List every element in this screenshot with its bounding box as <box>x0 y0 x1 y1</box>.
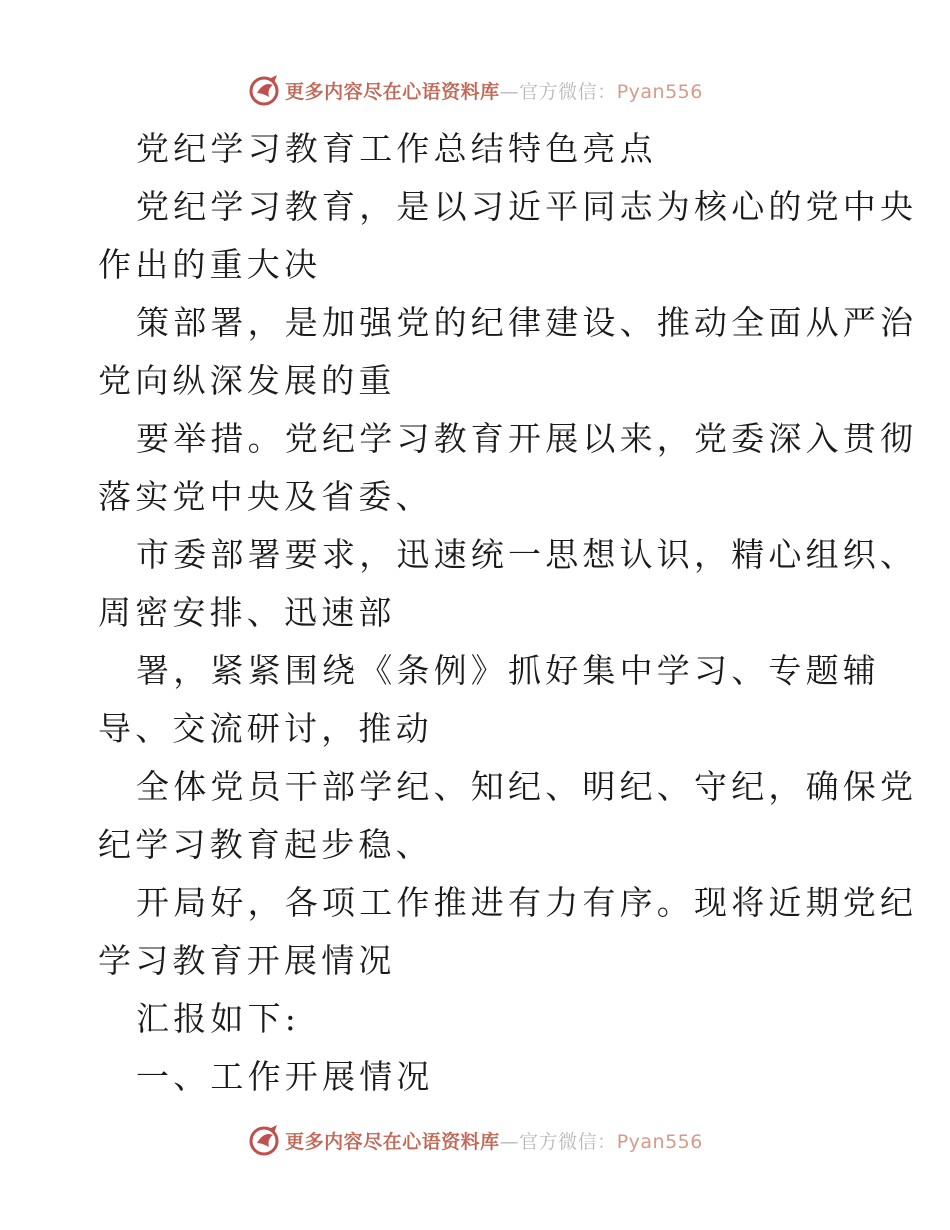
text-line: 策部署，是加强党的纪律建设、推动全面从严治 <box>136 303 918 342</box>
document-body <box>98 120 918 1106</box>
text-line: 党向纵深发展的重 <box>98 361 396 400</box>
header-watermark-banner <box>0 70 950 110</box>
text-line: 学习教育开展情况 <box>98 941 396 980</box>
text-line: 党纪学习教育，是以习近平同志为核心的党中央 <box>136 187 918 226</box>
banner-wechat-id: Pyan556 <box>616 80 703 103</box>
banner-brand: 更多内容尽在心语资料库 <box>285 80 500 103</box>
banner-text <box>285 1127 703 1154</box>
text-line: 纪学习教育起步稳、 <box>98 825 433 864</box>
text-line: 汇报如下: <box>136 999 301 1038</box>
text-line: 周密安排、迅速部 <box>98 593 396 632</box>
banner-separator: — <box>499 1130 520 1153</box>
text-line: 作出的重大决 <box>98 245 322 284</box>
banner-separator: — <box>499 80 520 103</box>
banner-note: 官方微信： <box>519 1130 617 1153</box>
text-line: 全体党员干部学纪、知纪、明纪、守纪，确保党 <box>136 767 918 806</box>
text-line: 导、交流研讨，推动 <box>98 709 433 748</box>
banner-wechat-id: Pyan556 <box>616 1130 703 1153</box>
banner-note: 官方微信： <box>519 80 617 103</box>
document-title: 党纪学习教育工作总结特色亮点 <box>136 129 657 168</box>
text-line: 市委部署要求，迅速统一思想认识，精心组织、 <box>136 535 918 574</box>
section-heading: 一、工作开展情况 <box>136 1057 434 1096</box>
text-line: 署，紧紧围绕《条例》抓好集中学习、专题辅 <box>136 651 880 690</box>
banner-brand: 更多内容尽在心语资料库 <box>285 1130 500 1153</box>
banner-text <box>285 77 703 104</box>
text-line: 落实党中央及省委、 <box>98 477 433 516</box>
text-line: 开局好，各项工作推进有力有序。现将近期党纪 <box>136 883 918 922</box>
brand-logo-icon <box>247 73 281 107</box>
footer-watermark-banner <box>0 1120 950 1160</box>
brand-logo-icon <box>247 1123 281 1157</box>
text-line: 要举措。党纪学习教育开展以来，党委深入贯彻 <box>136 419 918 458</box>
